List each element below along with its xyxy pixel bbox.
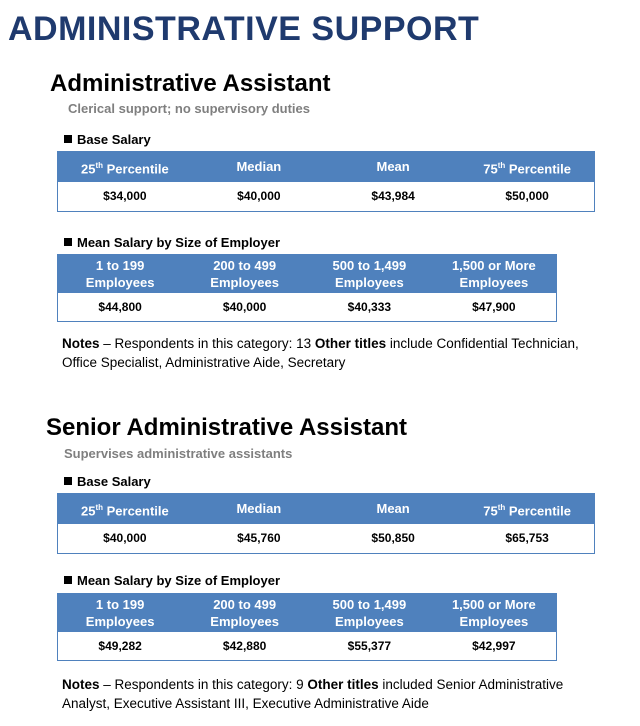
- header-cell: Median: [192, 494, 326, 524]
- bullet-square-icon: [64, 477, 72, 485]
- header-cell: 1,500 or More Employees: [432, 255, 557, 293]
- header-cell: 1,500 or More Employees: [432, 594, 557, 632]
- base-salary-table: [57, 493, 595, 554]
- value-cell: $34,000: [58, 182, 192, 212]
- header-cell: 200 to 499 Employees: [182, 255, 307, 293]
- header-cell: 25th Percentile: [58, 494, 192, 524]
- value-cell: $40,333: [307, 293, 432, 322]
- header-cell: 200 to 499 Employees: [182, 594, 307, 632]
- size-salary-table: [57, 593, 557, 661]
- base-salary-label: Base Salary: [64, 474, 151, 489]
- section-subtitle: Clerical support; no supervisory duties: [68, 101, 310, 116]
- value-cell: $42,997: [432, 632, 557, 661]
- header-cell: 75th Percentile: [460, 494, 594, 524]
- value-cell: $40,000: [58, 524, 192, 554]
- bullet-square-icon: [64, 238, 72, 246]
- bullet-square-icon: [64, 135, 72, 143]
- header-cell: 25th Percentile: [58, 152, 192, 182]
- header-cell: 500 to 1,499 Employees: [307, 255, 432, 293]
- notes: Notes – Respondents in this category: 13 Other titles include Confidential Technician, Office Specialist, Administrative Aide, Secretary: [62, 336, 579, 370]
- value-cell: $44,800: [58, 293, 183, 322]
- base-salary-table: [57, 151, 595, 212]
- size-salary-label: Mean Salary by Size of Employer: [64, 573, 280, 588]
- value-cell: $43,984: [326, 182, 460, 212]
- bullet-square-icon: [64, 576, 72, 584]
- section-subtitle: Supervises administrative assistants: [64, 446, 293, 461]
- section-title: Administrative Assistant: [50, 70, 331, 97]
- value-cell: $40,000: [182, 293, 307, 322]
- header-cell: 1 to 199 Employees: [58, 255, 183, 293]
- value-cell: $47,900: [432, 293, 557, 322]
- header-cell: Median: [192, 152, 326, 182]
- base-salary-label: Base Salary: [64, 132, 151, 147]
- section-title: Senior Administrative Assistant: [46, 414, 407, 441]
- notes: Notes – Respondents in this category: 9 Other titles included Senior Administrative Analyst, Executive Assistant III, Executive Administrative Aide: [62, 677, 564, 711]
- value-cell: $45,760: [192, 524, 326, 554]
- value-cell: $50,850: [326, 524, 460, 554]
- header-cell: Mean: [326, 152, 460, 182]
- value-cell: $42,880: [182, 632, 307, 661]
- header-cell: Mean: [326, 494, 460, 524]
- header-cell: 1 to 199 Employees: [58, 594, 183, 632]
- value-cell: $65,753: [460, 524, 594, 554]
- size-salary-label: Mean Salary by Size of Employer: [64, 235, 280, 250]
- header-cell: 500 to 1,499 Employees: [307, 594, 432, 632]
- header-cell: 75th Percentile: [460, 152, 594, 182]
- size-salary-table: [57, 254, 557, 322]
- value-cell: $49,282: [58, 632, 183, 661]
- value-cell: $40,000: [192, 182, 326, 212]
- page-title: ADMINISTRATIVE SUPPORT: [8, 10, 480, 48]
- value-cell: $50,000: [460, 182, 594, 212]
- value-cell: $55,377: [307, 632, 432, 661]
